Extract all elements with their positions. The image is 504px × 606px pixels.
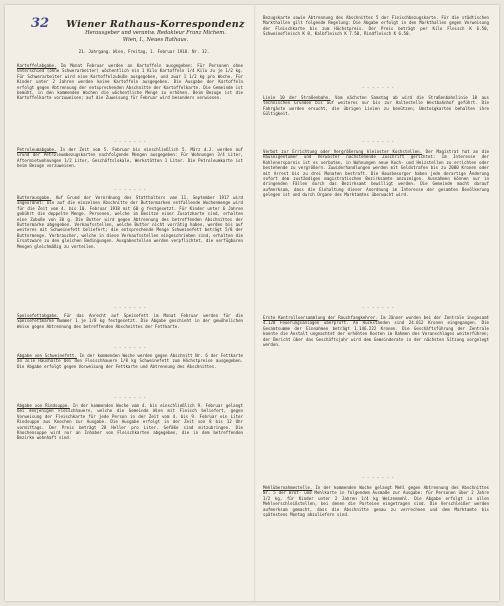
article-lead: Speisefettabgabe. — [17, 313, 59, 318]
article-text: Im Jänner wurden bei der Zentrale insgesamt 4.128 Feuerungsanlagen überprüft. An Rückständen sind 24.012 Kronen eingegangen. Die Gesamtsumme der Einnahmen beträgt 1.146.222 Kronen. Die Geschäftsführung der Zentrale konnte die Anstalt ungeachtet der erhöhten Kosten im Rahmen des Voranschlages weiterführen; der Bericht über das Geschäftsjahr wird dem Gemeinderate in der nächsten Sitzung vorgelegt werden. — [263, 315, 490, 348]
article — [17, 403, 243, 441]
masthead-subtitle: Herausgeber und verantw. Redakteur Franz Michem. — [85, 30, 226, 36]
article-text: Der Magistrat hat an die Hauseigentümer und Verwalter nachstehende Zuschrift gerichtet: Im Interesse der Kohlenersparnis ist es verboten, in Wohnungen neue Koch- und Heizstellen zu errichten oder bestehende zu vergrößern. Zuwiderhandlungen werden mit Geldstrafen bis zu 2000 Kronen oder mit Arrest bis zu drei Monaten bestraft. Die Hausbesorger haben jede derartige Änderung sofort dem zuständigen magistratischen Bezirksamte anzuzeigen. Ausnahmen können nur in dringenden Fällen durch das Bezirksamt bewilligt werden. Die Gemeinde macht darauf aufmerksam, dass die Einhaltung dieser Anordnung im Interesse der gesamten Bevölkerung gelegen ist und durch Organe des Marktamtes überwacht wird. — [263, 149, 489, 198]
article-lead: Petroleumabgabe. — [17, 147, 57, 152]
separator: - - - - - - - — [361, 475, 395, 480]
article — [263, 15, 489, 37]
separator: - - - - - - - — [361, 139, 395, 144]
article-lead: Butterausgabe. — [17, 195, 52, 200]
article-text: Bezugskarte sowie Abtrennung des Abschnittes 5 der Fleischbezugskarte. Für die städtischen Markthallen gilt folgende Regelung: Die Abgabe erfolgt in den Markthallen gegen Vorweisung der Fleischkarte bis zum Höchstpreis. Der Preis beträgt per Kilo Fleisch K 6.50, Schweinefleisch K 8, Kalbfleisch K 7.50, Rindfleisch K 6.50. — [263, 15, 489, 37]
article-text: In der kommenden Woche gelangt Mehl gegen Abtrennung des Abschnittes Nr. 5 der Brot- und Mehlkarte in folgendem Ausmaße zur Ausgabe: für Personen über 2 Jahre 1/2 kg, für Kinder unter 2 Jahren 1/4 kg Weizenmehl. Die Abgabe erfolgt in allen Mehlverschleißstellen, bei denen die Parteien eingetragen sind. Die Verschleißer werden aufmerksam gemacht, dass die Abschnitte genau zu verrechnen und dem Marktamte bis spätestens Montag abzuliefern sind. — [263, 485, 489, 518]
masthead — [63, 19, 248, 44]
separator: - - - - - - - — [113, 139, 147, 144]
masthead-title: Wiener Rathaus-Korrespondenz — [66, 19, 245, 30]
article-text: Vom nächsten Samstag ab wird die Straßenbahnlinie 10 aus technischen Gründen bis auf weiteres nur bis zur Haltestelle Westbahnhof geführt. Die Fahrgäste werden ersucht, die übrigen Linien zu benützen; Umsteigkarten behalten ihre Gültigkeit. — [263, 95, 489, 117]
article-lead: Mehlübernahmestelle. — [263, 485, 313, 490]
article-lead: Verbot zur Errichtung oder Vergrößerung kleinster Kochstellen. — [263, 149, 423, 154]
article-text: In der Zeit vom 5. Februar bis einschließlich 5. März d.J. werden auf Grund der Petroleumbezugskarten nachfolgende Mengen ausgegeben: Für Wohnungen 3/4 Liter, Aftermietwohnungen 1/2 Liter, Geschäftslokale, Werkstätten 1 Liter. Die Petroleumkarte ist beim Bezuge vorzuweisen. — [17, 147, 243, 169]
article-text: In der kommenden Woche vom 4. bis einschließlich 9. Februar gelangt bei denjenigen Fleischhauern, welche die Gemeinde Wien mit Fleisch beliefert, gegen Vorweisung der Fleischkarte für jede Person in der Zeit vom 4. bis 9. Februar ein Liter Rindsuppe aus Knochen zur Ausgabe. Die Ausgabe erfolgt in der Zeit von 8 bis 12 Uhr vormittags. Der Preis beträgt 20 Heller pro Liter. Gefäße sind mitzubringen. Die Knochensuppe wird nur an Inhaber von Fleischkarten abgegeben, die in dem betreffenden Bezirke wohnhaft sind. — [17, 403, 243, 441]
article-text: Im Monat Februar werden an Kartoffeln ausgegeben: Für Personen ohne Unterschied (ohne Schwerarbeiter) wöchentlich ein 1 Kilo Kartoffeln 1/4 Kilo zu je 1/2 kg. Für Schwerarbeiter wird eine Kartoffelzubuße ausgegeben, und zwar 1 1/2 kg pro Woche. Für Kinder unter 2 Jahren werden keine Kartoffeln ausgegeben. Die Ausgabe der Kartoffeln erfolgt gegen Abtrennung der entsprechenden Abschnitte der Kartoffelkarte. Die Gemeinde ist bemüht, in den kommenden Wochen die wöchentliche Menge zu erhöhen. Beim Bezuge ist die Kartoffelkarte vorzuweisen; auf die Zuweisung für Februar wird besonders verwiesen. — [17, 63, 243, 101]
separator: - - - - - - - — [361, 85, 395, 90]
separator: - - - - - - - — [113, 187, 147, 192]
article — [17, 63, 243, 101]
article — [17, 313, 243, 329]
article-text: Auf Grund der Verordnung des Statthalters vom 11. September 1917 wird angeordnet: Die auf die einzelnen Abschnitte der Buttermarken entfallende Wochenmenge wird für die Zeit vom 4. bis 10. Februar 1918 mit 60 g festgesetzt. Für Kinder unter 6 Jahren gebührt die doppelte Menge. Personen, welche im Besitze einer Zusatzkarte sind, erhalten eine Zubuße von 30 g. Die Butter wird gegen Abtrennung des betreffenden Abschnittes der Buttermarke abgegeben. Verkaufsstellen, welche Butter nicht vorrätig haben, werden bis auf weiteres mit Schweinefett beliefert; die entsprechende Menge Schweinefett beträgt 5/8 der Buttermenge. Verbraucher, welche in diese Verkaufsstellen eingeschrieben sind, erhalten die Ersatzware zu den gleichen Bedingungen. Ausgabestellen werden verpflichtet, die verfügbaren Mengen gleichmäßig zu verteilen. — [17, 195, 243, 249]
dateline: 21. Jahrgang. Wien, Freitag, 1. Februar 1918. Nr. 32. — [78, 49, 210, 54]
separator: - - - - - - - — [113, 305, 147, 310]
article — [263, 149, 489, 198]
article — [263, 315, 489, 347]
page-number: 32 — [31, 16, 50, 31]
article-lead: Linie 10 der Straßenbahn. — [263, 95, 331, 100]
article-text: Für das Anrecht auf Speisefett im Monat Februar werden für die Speisefettmarke Nummer 1 je 1/8 kg festgesetzt. Die Abgabe geschieht in der gewöhnlichen Weise gegen Abtrennung des betreffenden Abschnittes der Fettkarte. — [17, 313, 243, 329]
article-lead: Abgabe von Schweinefett. — [17, 353, 77, 358]
article — [263, 95, 489, 117]
article-lead: Abgabe von Rindsuppe. — [17, 403, 70, 408]
article — [17, 147, 243, 169]
separator: - - - - - - - — [113, 345, 147, 350]
article-text: In der kommenden Woche werden gegen Abschnitt Nr. 6 der Fettkarte an alle Haushalte bei den Fleischhauern 1/8 kg Schweinefett zum Höchstpreise ausgegeben. Die Abgabe erfolgt gegen Vorweisung der Fettkarte und Abtrennung des Abschnittes. — [17, 353, 243, 369]
separator: - - - - - - - — [113, 395, 147, 400]
page-fold — [254, 5, 256, 601]
document-page — [5, 5, 499, 601]
article — [17, 353, 243, 369]
article-lead: Kartoffelabgabe. — [17, 63, 57, 68]
article — [17, 195, 243, 249]
separator: - - - - - - - — [361, 305, 395, 310]
article-lead: Erste Kontrollversammlung der Rauchfangkehrer. — [263, 315, 378, 320]
article — [263, 485, 489, 517]
masthead-address: Wien, I., Neues Rathaus. — [122, 37, 189, 43]
